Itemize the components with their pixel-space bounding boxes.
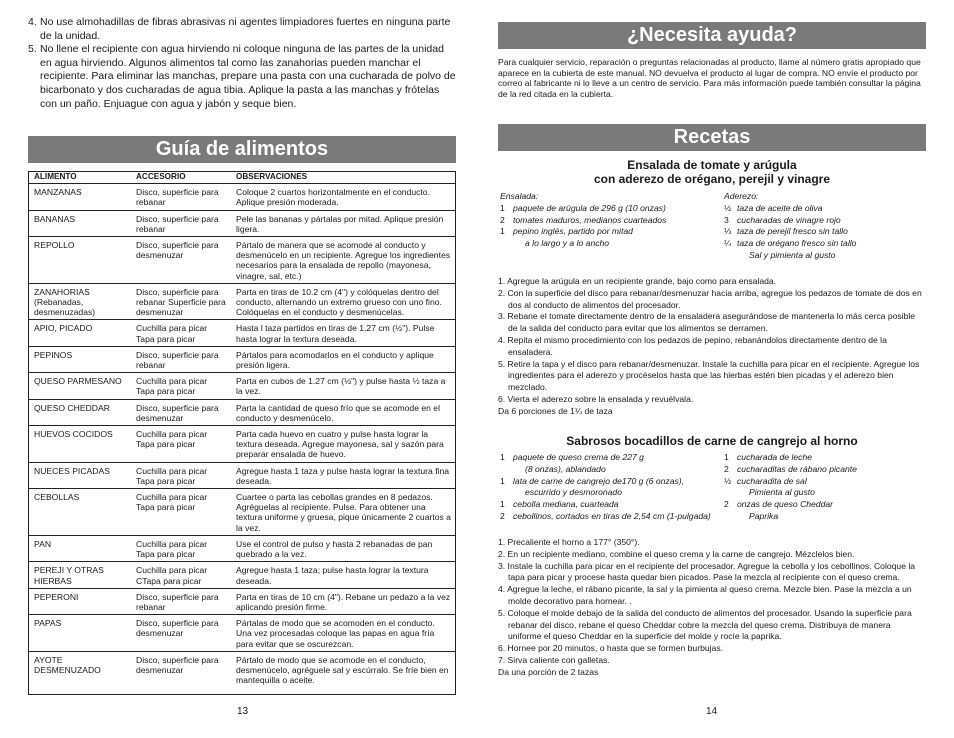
ingredient-row: [724, 215, 924, 227]
help-text: Para cualquier servicio, reparación o preguntas relacionadas al producto, llame al número gratis apropiado que aparece en la cubierta de este manual. NO devuelva el producto al lugar de compra. NO envíe el producto por correo al fabricante ni lo lleve a un centro de servicio. Para más información puede también consultar la página de la red citada en la cubierta.: [498, 57, 921, 99]
notes-cell: Agregue hasta 1 taza y pulse hasta lograr la textura fina deseada.: [230, 462, 456, 488]
recipe-step: 4. Agregue la leche, el rábano picante, la sal y la pimienta al queso crema. Mezcle bien. Pase la mezcla a un molde decorativo para hornear. .: [498, 584, 912, 606]
recipe-step: 3. Rebane el tomate directamente dentro de la ensaladera asegurándose de mantenerla lo más cerca posible de la salida del conducto para evitar que los alimentos se derramen.: [498, 311, 916, 334]
ingredient-text: lata de carne de cangrejo de170 g (6 onzas),: [513, 475, 685, 486]
ingredient-row: [500, 452, 722, 464]
food-cell: HUEVOS COCIDOS: [28, 426, 130, 463]
food-cell: REPOLLO: [28, 237, 130, 284]
ingredient-qty: 1: [500, 475, 505, 486]
table-row: [28, 615, 456, 652]
table-row: [28, 210, 456, 236]
accessory-cell: Cuchilla para picar Tapa para picar: [130, 373, 230, 399]
page-number-left: 13: [237, 706, 249, 717]
table-row: [28, 237, 456, 284]
ingredient-qty: 1: [500, 499, 505, 510]
food-cell: MANZANAS: [34, 187, 82, 198]
notes-cell: Parta cada huevo en cuatro y pulse hasta lograr la textura deseada. Agregue mayonesa, sal y sazón para preparar ensalada de huevo.: [230, 426, 456, 463]
accessory-cell: Cuchilla para picar Tapa para picar: [130, 535, 230, 561]
recipe-step: 6. Vierta el aderezo sobre la ensalada y revuélvala.: [498, 393, 694, 404]
ingredient-qty: [724, 511, 737, 523]
accessory-cell: Cuchilla para picar Tapa para picar: [130, 489, 230, 536]
food-cell: QUESO CHEDDAR: [28, 399, 130, 425]
header-notes: OBSERVACIONES: [230, 171, 456, 184]
accessory-cell: Disco, superficie para rebanar Superficie para desmenuzar: [130, 283, 230, 320]
ingredient-text: a lo largo y a lo ancho: [525, 238, 610, 249]
ingredient-row: [500, 215, 720, 227]
recipe-yield: Da una porción de 2 tazas: [498, 666, 599, 677]
food-cell: PEPERONI: [28, 588, 130, 614]
ingredient-text: escurrido y desmoronado: [525, 487, 622, 498]
ingredient-row: [500, 487, 722, 499]
ingredient-text: Pimienta al gusto: [749, 487, 815, 498]
notes-cell: Agregue hasta 1 taza; pulse hasta lograr la textura deseada.: [230, 562, 456, 588]
recipe1-title: Ensalada de tomate y arúgula con aderezo de orégano, perejil y vinagre: [593, 158, 831, 186]
recipe-step: 6. Hornee por 20 minutos, o hasta que se formen burbujas.: [498, 643, 724, 654]
ingredient-text: cucharaditas de rábano picante: [737, 463, 857, 474]
notes-cell: Pele las bananas y pártalas por mitad. Aplique presión ligera.: [230, 210, 456, 236]
ingredient-row: [724, 250, 924, 262]
ingredient-text: taza de perejil fresco sin tallo: [737, 226, 848, 237]
ingredient-qty: [500, 238, 513, 250]
care-step: 5. No llene el recipiente con agua hirviendo ni coloque ninguna de las partes de la unidad en agua hirviendo. Algunos alimentos tal como las zanahorias pueden manchar el recipiente. Para eliminar las manchas, prepare una pasta con una cucharada de polvo de bicarbonato y dos cucharadas de agua tibia. Aplique la pasta a las manchas y frótelas con un paño. Enjuague con agua y jabón y seque bien.: [28, 43, 456, 110]
food-cell: ZANAHORIAS (Rebanadas, desmenuzadas): [28, 283, 130, 320]
ingredient-qty: [724, 487, 737, 499]
accessory-cell: Cuchilla para picar Tapa para picar: [130, 426, 230, 463]
table-row: [28, 651, 456, 687]
recipe-step: 5. Coloque el molde debajo de la salida del conducto de alimentos del procesador. Usando la superficie para rebanar del disco, rebane el queso Cheddar cobre la mezcla del queso crema. Distribuya de manera uniforme el queso Cheddar en la superficie del molde y rocíe la paprika.: [498, 607, 912, 642]
ingredient-row: [724, 464, 924, 476]
table-header-row: [28, 171, 456, 184]
ingredient-text: cucharadas de vinagre rojo: [737, 214, 841, 225]
recipe-step: 3. Instale la cuchilla para picar en el recipiente del procesador. Agregue la cebolla y los cebollinos. Coloque la tapa para picar y procese hasta quedar bien picados. Pase la mezcla al recipiente con el queso crema.: [498, 560, 916, 583]
recipe2-title: Sabrosos bocadillos de carne de cangrejo al horno: [566, 434, 858, 448]
ingredient-qty: 2: [724, 463, 729, 474]
food-cell: QUESO PARMESANO: [28, 373, 130, 399]
recipe2-ingredients-right: [724, 452, 924, 523]
ingredient-qty: ½: [724, 475, 732, 486]
ingredient-qty: ¼: [724, 238, 732, 249]
table-row: [28, 562, 456, 588]
ingredient-row: [724, 203, 924, 215]
ingredient-qty: 1: [724, 452, 729, 462]
ingredient-qty: [724, 250, 737, 262]
ingredient-row: [500, 203, 720, 215]
ingredient-qty: 1: [500, 226, 505, 237]
ingredient-row: [500, 464, 722, 476]
accessory-cell: Disco, superficie para desmenuzar: [130, 399, 230, 425]
help-title: ¿Necesita ayuda?: [498, 22, 926, 49]
accessory-cell: Cuchilla para picar Tapa para picar: [130, 320, 230, 346]
ingredient-text: cucharada de leche: [737, 452, 813, 462]
recipe-step: 4. Repita el mismo procedimiento con los pedazos de pepino, rebanándolos directamente dentro de la ensaladera.: [498, 334, 887, 357]
ingredient-row: [500, 511, 722, 523]
ingredient-qty: 2: [500, 510, 505, 521]
care-step: 4. No use almohadillas de fibras abrasivas ni agentes limpiadores fuertes en ninguna parte de la unidad.: [28, 16, 451, 42]
ingredient-row: [724, 238, 924, 250]
ingredient-text: paquete de arúgula de 296 g (10 onzas): [513, 202, 666, 213]
ingredient-row: [724, 476, 924, 488]
ingredient-text: pepino inglés, partido por mitad: [513, 226, 633, 237]
ingredient-row: [500, 499, 722, 511]
notes-cell: Parta en tiras de 10 cm (4"). Rebane un pedazo a la vez aplicando presión firme.: [230, 588, 456, 614]
ingredient-row: [724, 511, 924, 523]
recipe2-steps: [498, 537, 926, 679]
food-guide-table: [28, 171, 456, 687]
ingredient-row: [500, 226, 720, 238]
food-cell: APIO, PICADO: [28, 320, 130, 346]
notes-cell: Cuartee o parta las cebollas grandes en 8 pedazos. Agréguelas al recipiente. Pulse. Para obtener una textura uniforme y gruesa, pique únicamente 2 cuartos a la vez.: [230, 489, 456, 536]
ingredient-text: Sal y pimienta al gusto: [749, 249, 836, 260]
accessory-cell: Disco, superficie para desmenuzar: [130, 237, 230, 284]
recipe1-salad-ingredients: Ensalada: 1 paquete de arúgula de 296 g (10 onzas) 2 tomates maduros, medianos cuarteados 1 pepino inglés, partido por mitad a lo largo y a lo ancho: [500, 191, 720, 250]
notes-cell: Pártalas de modo que se acomoden en el conducto. Una vez procesadas coloque las papas en agua fría para evitar que se oscurezcan.: [230, 615, 456, 652]
ingredient-row: [500, 476, 722, 488]
table-row: [28, 535, 456, 561]
accessory-cell: Disco, superficie para rebanar: [130, 346, 230, 372]
recipe-step: 1. Precaliente el horno a 177° (350°).: [498, 537, 640, 547]
accessory-cell: Cuchilla para picar Tapa para picar: [130, 462, 230, 488]
accessory-cell: Disco, superficie para rebanar: [136, 187, 219, 208]
ingredient-row: [500, 238, 720, 250]
ingredient-qty: [500, 464, 513, 476]
notes-cell: Parta en tiras de 10.2 cm (4") y colóquelas dentro del conducto, alternando un extremo grueso con uno fino. Colóquelas en el conducto y desmenúcelas.: [230, 283, 456, 320]
table-row: [28, 184, 456, 210]
table-row: [28, 399, 456, 425]
ingredient-row: [724, 452, 924, 464]
table-row: [28, 283, 456, 320]
table-row: [28, 373, 456, 399]
ingredient-qty: [500, 487, 513, 499]
ingredient-text: taza de aceite de oliva: [737, 202, 823, 213]
header-food: ALIMENTO: [28, 171, 130, 184]
ingredient-text: Paprika: [749, 510, 779, 521]
table-row: [28, 462, 456, 488]
ingredient-text: paquete de queso crema de 227 g: [513, 452, 644, 462]
food-cell: PEREJI Y OTRAS HIERBAS: [28, 562, 130, 588]
ingredient-qty: 2: [724, 499, 729, 510]
food-cell: PEPINOS: [28, 346, 130, 372]
recipe-step: 1. Agregue la arúgula en un recipiente grande, bajo como para ensalada.: [498, 276, 777, 286]
ingredient-row: [724, 499, 924, 511]
recipe1-steps: [498, 276, 926, 418]
food-cell: NUECES PICADAS: [28, 462, 130, 488]
ingredient-row: [724, 487, 924, 499]
notes-cell: Pártalo de manera que se acomode al conducto y desmenúcelo en un recipiente. Agregue los ingredientes necesarios para la ensalada de repollo (mayonesa, vinagre, sal, etc.): [230, 237, 456, 284]
ingredient-row: [724, 226, 924, 238]
table-row: [28, 588, 456, 614]
header-accessory: ACCESORIO: [130, 171, 230, 184]
recipes-title: Recetas: [498, 124, 926, 151]
notes-cell: Use el control de pulso y hasta 2 rebanadas de pan quebrado a la vez.: [230, 535, 456, 561]
page-number-right: 14: [706, 706, 718, 717]
ingredient-qty: ½: [724, 202, 732, 213]
ingredient-text: cebolla mediana, cuarteada: [513, 499, 619, 510]
food-cell: AYOTE DESMENUZADO: [28, 651, 130, 687]
notes-cell: Pártalo de modo que se acomode en el conducto, desmenúcelo, agréguele sal y escúrralo. Se fríe bien en mantequilla o aceite.: [230, 651, 456, 687]
recipe-yield: Da 6 porciones de 1¼ de taza: [498, 405, 613, 416]
ingredient-qty: 3: [724, 214, 729, 225]
food-cell: PAPAS: [28, 615, 130, 652]
ingredient-qty: 1: [500, 202, 505, 213]
notes-cell: Coloque 2 cuartos horizontalmente en el conducto. Aplique presión moderada.: [236, 187, 430, 208]
recipe-step: 5. Retire la tapa y el disco para rebanar/desmenuzar. Instale la cuchilla para picar en el recipiente. Agregue los ingredientes para el aderezo y procéselos hasta que las hierbas estén bien picadas y el aderezo bien mezclado.: [498, 358, 920, 393]
ingredient-text: (8 onzas), ablandado: [525, 463, 606, 474]
notes-cell: Parta la cantidad de queso frío que se acomode en el conducto y desmenúcelo.: [230, 399, 456, 425]
ingredient-text: tomates maduros, medianos cuarteados: [513, 214, 667, 225]
ingredient-qty: 1: [500, 452, 505, 462]
table-row: [28, 320, 456, 346]
ingredient-text: cebollinos, cortados en tiras de 2,54 cm (1-pulgada): [513, 510, 711, 521]
recipe1-dressing-ingredients: Aderezo: ½ taza de aceite de oliva 3 cucharadas de vinagre rojo ⅓ taza de perejil fresco sin tallo ¼ taza de orégano fresco sin tallo Sal y pimienta al gusto: [724, 191, 924, 262]
recipe-step: 7. Sirva caliente con galletas.: [498, 654, 610, 665]
table-row: [28, 346, 456, 372]
notes-cell: Parta en cubos de 1.27 cm (½") y pulse hasta ½ taza a la vez.: [230, 373, 456, 399]
food-cell: PAN: [28, 535, 130, 561]
care-steps: [28, 16, 456, 111]
recipe-step: 2. Con la superficie del disco para rebanar/desmenuzar hacia arriba, agregue los pedazos de tomate de dos en dos al conducto de alimentos del procesador.: [498, 287, 922, 310]
table-row: [28, 426, 456, 463]
accessory-cell: Cuchilla para picar CTapa para picar: [130, 562, 230, 588]
accessory-cell: Disco, superficie para desmenuzar: [130, 651, 230, 687]
accessory-cell: Disco, superficie para rebanar: [130, 210, 230, 236]
accessory-cell: Disco, superficie para desmenuzar: [130, 615, 230, 652]
table-row: [28, 489, 456, 536]
ingredient-text: taza de orégano fresco sin tallo: [737, 238, 857, 249]
notes-cell: Hasta l taza partidos en tiras de 1.27 cm (½"). Pulse hasta lograr la textura deseada.: [230, 320, 456, 346]
ingredient-qty: 2: [500, 214, 505, 225]
food-cell: BANANAS: [28, 210, 130, 236]
left-page: [28, 0, 456, 717]
notes-cell: Pártalos para acomodarlos en el conducto y aplique presión ligera.: [230, 346, 456, 372]
recipe2-ingredients-left: [500, 452, 722, 523]
food-cell: CEBOLLAS: [28, 489, 130, 536]
ingredient-text: cucharadita de sal: [737, 475, 807, 486]
guide-title: Guía de alimentos: [28, 136, 456, 163]
accessory-cell: Disco, superficie para rebanar: [130, 588, 230, 614]
recipe-step: 2. En un recipiente mediano, combine el queso crema y la carne de cangrejo. Mézclelos bien.: [498, 548, 855, 559]
ingredient-qty: ⅓: [724, 226, 732, 237]
ingredient-text: onzas de queso Cheddar: [737, 499, 834, 510]
